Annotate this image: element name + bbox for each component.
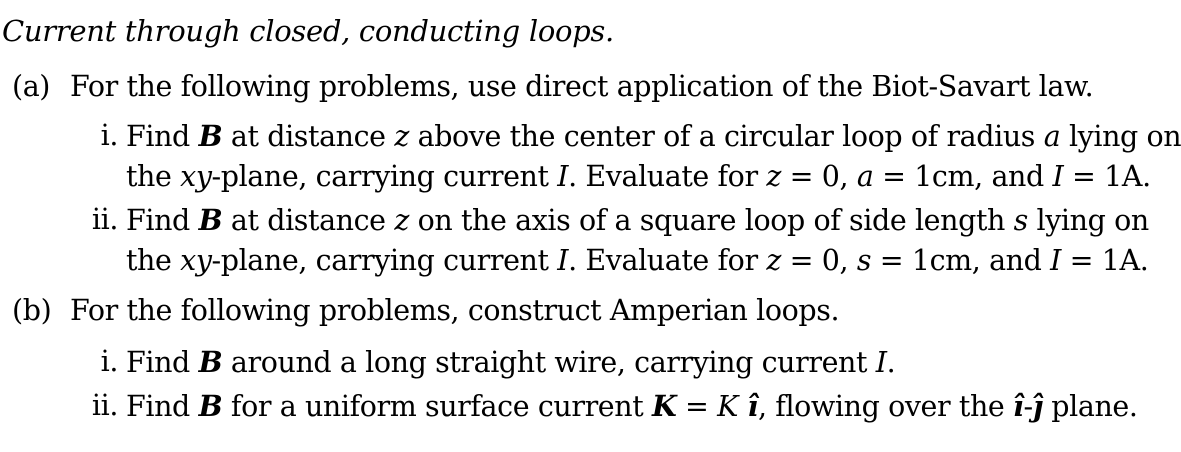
math-symbol: z (394, 204, 409, 237)
part-a-item-ii-line-2 (126, 241, 1149, 281)
part-a-text: For the following problems, use direct application of the Biot-Savart law. (70, 70, 1094, 103)
math-symbol: a (1043, 120, 1061, 153)
part-b-text: For the following problems, construct Amperian loops. (70, 294, 840, 327)
text-run: the (126, 160, 181, 193)
math-symbol: B (198, 203, 223, 237)
text-run: for a uniform surface current (222, 390, 652, 423)
math-symbol: xy (180, 160, 212, 193)
math-symbol: I (875, 346, 887, 379)
math-symbol: I (557, 160, 569, 193)
part-a-item-i (100, 116, 1181, 197)
text-run: above the center of a circular loop of radius (408, 120, 1044, 153)
text-run: . (886, 346, 896, 379)
text-run: = (676, 390, 718, 423)
text-run: around a long straight wire, carrying current (222, 346, 876, 379)
math-symbol: a (856, 160, 874, 193)
part-a-item-ii-line-1 (126, 200, 1149, 241)
part-a-item-i-marker: i. (100, 119, 118, 152)
text-run: = 1cm, and (873, 160, 1053, 193)
text-run: at distance (222, 120, 395, 153)
text-run: lying on (1060, 120, 1181, 153)
text-run: the (126, 244, 181, 277)
math-symbol: xy (180, 244, 212, 277)
part-a-item-i-line-1 (126, 116, 1181, 157)
text-run: = 1cm, and (871, 244, 1051, 277)
text-run: -plane, carrying current (211, 160, 558, 193)
text-run: = 0, (780, 244, 857, 277)
math-symbol: z (394, 120, 409, 153)
part-b-item-i (100, 342, 896, 383)
part-a-item-ii (91, 200, 1149, 281)
math-symbol: s (856, 244, 872, 277)
math-symbol: s (1013, 204, 1028, 237)
math-symbol: B (198, 119, 223, 153)
text-run: plane. (1042, 390, 1138, 423)
text-run: - (1023, 390, 1033, 423)
math-symbol: B (198, 389, 223, 423)
math-symbol: I (557, 244, 569, 277)
text-run: . Evaluate for (568, 160, 767, 193)
text-run: Find (126, 204, 199, 237)
math-symbol: I (1052, 160, 1064, 193)
part-b-marker: (b) (12, 294, 52, 327)
math-symbol: K (717, 390, 739, 423)
text-run: . Evaluate for (568, 244, 767, 277)
part-b-item-ii-marker: ii. (91, 389, 118, 422)
text-run: on the axis of a square loop of side length (408, 204, 1014, 237)
part-a-item-ii-marker: ii. (91, 203, 118, 236)
text-run: Find (126, 120, 199, 153)
math-symbol: z (766, 244, 781, 277)
text-run: Find (126, 390, 199, 423)
math-symbol: B (198, 345, 223, 379)
text-run: = 1A. (1061, 244, 1149, 277)
math-symbol: ı̂ (738, 389, 758, 423)
math-symbol: ı̂ (1013, 389, 1024, 423)
text-run: = 0, (780, 160, 857, 193)
part-a-marker: (a) (12, 70, 51, 103)
part-b-item-i-marker: i. (100, 345, 118, 378)
math-symbol: z (766, 160, 781, 193)
part-b-item-ii (91, 386, 1138, 427)
part-a-item-i-line-2 (126, 157, 1181, 197)
math-symbol: K (651, 389, 677, 423)
text-run: = 1A. (1063, 160, 1151, 193)
text-run: , flowing over the (757, 390, 1014, 423)
math-symbol: ȷ̂ (1032, 389, 1043, 423)
text-run: -plane, carrying current (211, 244, 558, 277)
math-symbol: I (1050, 244, 1061, 277)
part-b-item-i-line-1 (126, 342, 895, 383)
part-b-item-ii-line-1 (126, 386, 1138, 427)
text-run: at distance (222, 204, 395, 237)
text-run: Find (126, 346, 199, 379)
section-heading: Current through closed, conducting loops. (2, 14, 614, 48)
text-run: lying on (1027, 204, 1149, 237)
